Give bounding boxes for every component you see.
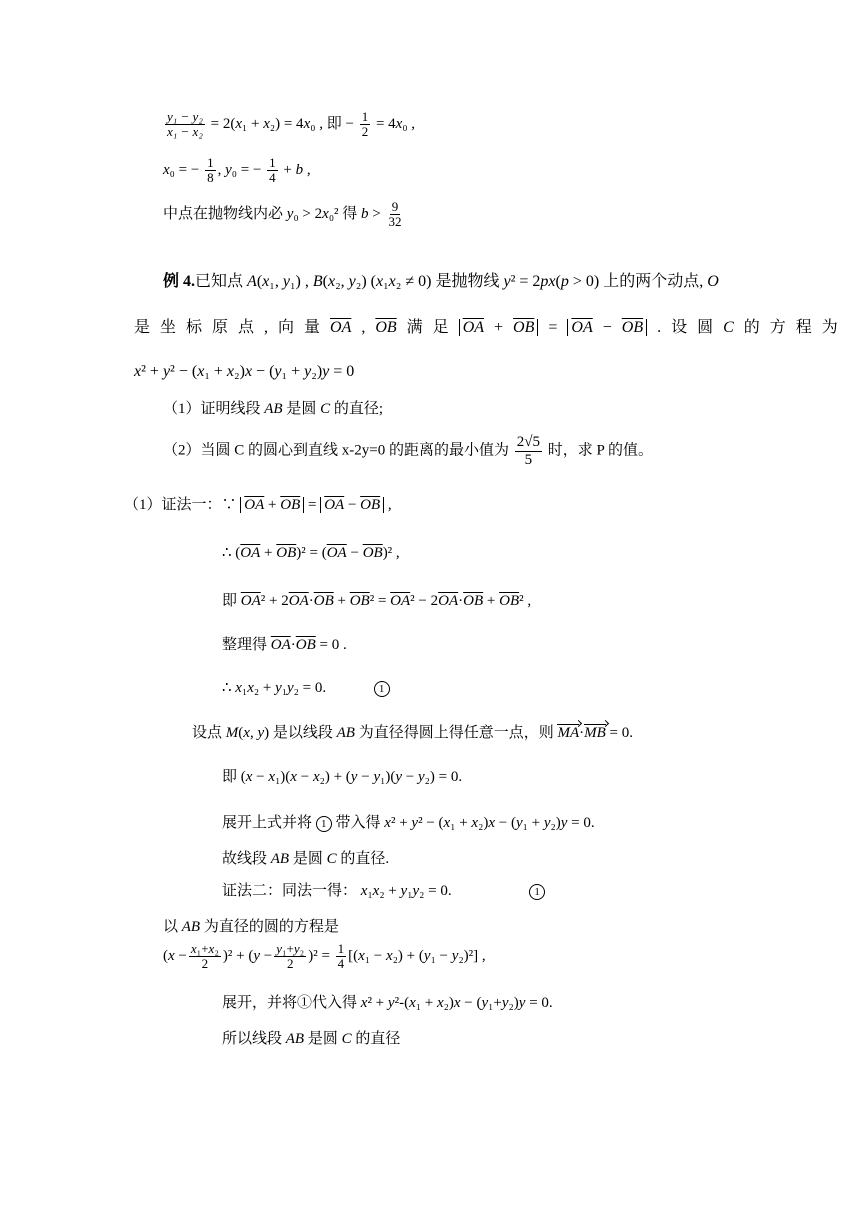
- proof-2-line-2: 以 AB 为直径的圆的方程是: [163, 919, 339, 935]
- question-2: （2）当圆 C 的圆心到直线 x-2y=0 的距离的最小值为 $\frac{2√5}{5}$ 时，求 P 的值。: [163, 434, 653, 468]
- proof-1-line-2: ∴ $(\overline{OA} + \overline{OB})^2 = (\overline{OA} - \overline{OB})^2$ ,: [222, 545, 400, 561]
- example-4-circle-equation: x² + y² − (x₁ + x₂)x − (y₁ + y₂)y = 0: [134, 363, 355, 380]
- proof-1-line-8: 展开上式并将 1 带入得 x² + y² − (x₁ + x₂)x − (y₁ + y₂)y = 0.: [222, 815, 595, 831]
- eq-slope-line: $\frac{\text{y₁ − y₂}}{\text{x₁ − x₂}}$ = 2(x₁ + x₂) = 4x₀ , 即 − $\frac{1}{2}$ = 4x₀ ,: [167, 109, 416, 140]
- proof-2-circle-equation: (x − $\frac{\text{x₁+x₂}}{2}$ )² + (y − $\frac{\text{y₁+y₂}}{2}$ )² = $\frac{1}{4}$ [(x₁ − x₂) + (y₁ − y₂)²] ,: [163, 941, 486, 972]
- example-4-line-1: 例 4.已知点 A(x₁, y₁) , B(x₂, y₂) (x₁x₂ ≠ 0) 是抛物线 y² = 2px(p > 0) 上的两个动点, O: [163, 273, 719, 290]
- proof-1-line-5: ∴ x₁x₂ + y₁y₂ = 0. 1: [222, 679, 390, 697]
- eq-midpoint-line: x₀ = − $\frac{1}{8}$ , y₀ = − $\frac{1}{4}$ + b ,: [163, 155, 311, 186]
- marker-circle-one: 1: [529, 884, 545, 900]
- proof-2-line-3: 展开，并将①代入得 x² + y²-(x₁ + x₂)x − (y₁+y₂)y = 0.: [222, 995, 553, 1011]
- marker-circle-one: 1: [316, 816, 332, 832]
- marker-circle-one: 1: [374, 681, 390, 697]
- example-4-line-2: 是 坐 标 原 点 , 向 量 $\overline{OA}$ , $\overline{OB}$ 满 足 $\overline{OA} + \overline{OB} = \overline{OA} - \overline{OB}$ . 设 圆 C 的 方 程 为: [134, 319, 838, 336]
- proof-2-line-1: 证法二：同法一得： x₁x₂ + y₁y₂ = 0. 1: [222, 882, 545, 900]
- proof-1-line-3: 即 $\overline{OA}^2 + 2\overline{OA}\cdot\overline{OB} + \overline{OB}^2 = \overline{OA}^2 - 2\overline{OA}\cdot\overline{OB} + \overline{OB}^2$ ,: [222, 593, 532, 609]
- proof-1-line-6: 设点 M(x, y) 是以线段 AB 为直径得圆上得任意一点，则 MA·MB = 0.: [192, 725, 634, 741]
- question-1: （1）证明线段 AB 是圆 C 的直径;: [163, 401, 384, 417]
- proof-1-line-9: 故线段 AB 是圆 C 的直径.: [222, 851, 390, 867]
- proof-2-line-4: 所以线段 AB 是圆 C 的直径: [222, 1031, 401, 1047]
- proof-1-line-7: 即 (x − x₁)(x − x₂) + (y − y₁)(y − y₂) = 0.: [222, 769, 463, 785]
- proof-1-line-1: （1）证法一：∵ $\overline{OA} + \overline{OB} = \overline{OA} - \overline{OB}$ ,: [124, 497, 392, 513]
- proof-1-line-4: 整理得 $\overline{OA}\cdot\overline{OB} = 0$ .: [222, 637, 347, 653]
- eq-condition-line: 中点在抛物线内必 y₀ > 2x₀² 得 b > $\frac{9}{32}$: [163, 199, 402, 230]
